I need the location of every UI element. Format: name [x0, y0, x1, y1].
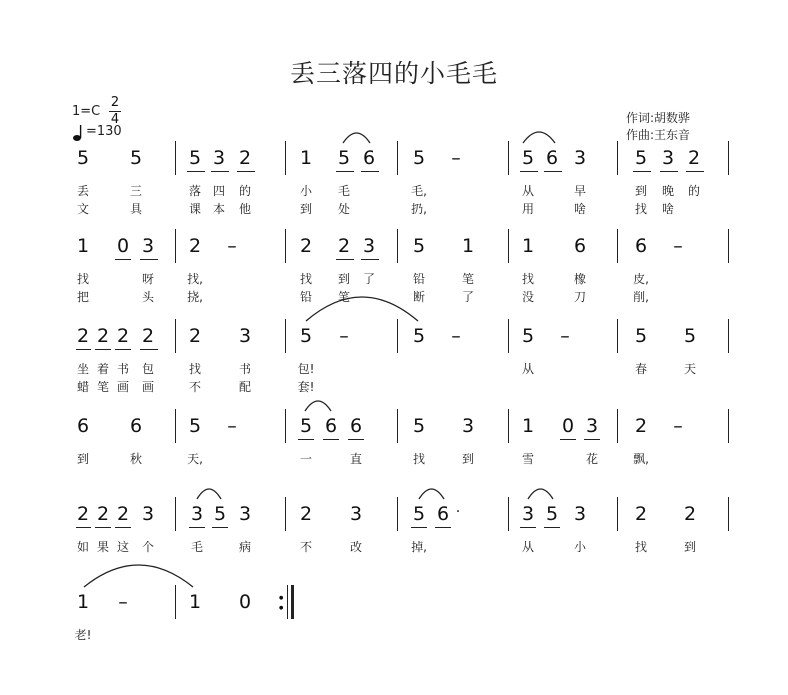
note: 5: [412, 235, 426, 257]
note: –: [560, 325, 570, 347]
note: 1: [521, 235, 535, 257]
lyric-syllable: 着: [96, 362, 109, 376]
note: 5: [521, 325, 535, 347]
note: 5: [521, 147, 535, 169]
note: 2: [76, 503, 90, 525]
lyric-syllable: 飘,: [633, 452, 649, 466]
note: 3: [238, 503, 252, 525]
lyric-syllable: 找: [634, 540, 647, 554]
lyric-syllable: 皮,: [633, 272, 649, 286]
note: 6: [76, 415, 90, 437]
note: 5: [299, 325, 313, 347]
lyric-syllable: 找,: [187, 272, 203, 286]
note: 5: [299, 415, 313, 437]
lyric-syllable: 天: [683, 362, 696, 376]
note: –: [227, 415, 237, 437]
repeat-dots: ● ●: [279, 595, 284, 611]
lyric-syllable: 三: [129, 184, 142, 198]
note: 1: [461, 235, 475, 257]
lyric-syllable: 书: [238, 362, 251, 376]
dotted-note-dot: ·: [455, 504, 461, 520]
lyric-syllable: 小: [299, 184, 312, 198]
lyric-syllable: 从: [521, 540, 534, 554]
lyric-syllable: 笔: [461, 272, 474, 286]
lyric-syllable: 如: [76, 540, 89, 554]
note: 5: [683, 325, 697, 347]
lyric-syllable: 秋: [129, 452, 142, 466]
note: –: [673, 415, 683, 437]
note: 5: [412, 325, 426, 347]
lyric-syllable: 处: [337, 202, 350, 216]
lyric-syllable: 花: [585, 452, 598, 466]
note: 6: [545, 147, 559, 169]
note: 2: [116, 325, 130, 347]
lyric-syllable: 毛,: [411, 184, 427, 198]
lyric-syllable: 天,: [187, 452, 203, 466]
note: –: [339, 325, 349, 347]
note: 2: [687, 147, 701, 169]
note: 3: [141, 503, 155, 525]
note: 3: [190, 503, 204, 525]
lyric-syllable: 断: [412, 290, 425, 304]
lyric-syllable: 画: [116, 380, 129, 394]
lyric-syllable: 文: [76, 202, 89, 216]
note: 5: [213, 503, 227, 525]
note: 1: [299, 147, 313, 169]
lyric-syllable: 找: [412, 452, 425, 466]
song-title: 丢三落四的小毛毛: [289, 59, 498, 88]
note: 3: [573, 147, 587, 169]
lyricist-credit: 作词:胡数骅: [626, 111, 691, 125]
lyric-syllable: 改: [349, 540, 362, 554]
note: 3: [521, 503, 535, 525]
note: 0: [238, 591, 252, 613]
lyric-syllable: 到: [299, 202, 312, 216]
lyric-syllable: 套!: [297, 380, 315, 394]
lyric-syllable: 到: [337, 272, 350, 286]
note: 3: [661, 147, 675, 169]
lyric-syllable: 削,: [633, 290, 649, 304]
lyric-syllable: 丢: [76, 184, 89, 198]
lyric-syllable: 不: [188, 380, 201, 394]
note: 2: [141, 325, 155, 347]
lyric-syllable: 具: [129, 202, 142, 216]
lyric-syllable: 配: [238, 380, 251, 394]
lyric-syllable: 画: [141, 380, 154, 394]
note: 6: [324, 415, 338, 437]
time-signature-top: 2: [110, 95, 120, 110]
note: 2: [634, 503, 648, 525]
note: 3: [349, 503, 363, 525]
note: 5: [188, 415, 202, 437]
note: 3: [212, 147, 226, 169]
lyric-syllable: 雪: [521, 452, 534, 466]
composer-credit: 作曲:王东音: [626, 128, 691, 142]
lyric-syllable: 春: [634, 362, 647, 376]
note: –: [118, 591, 128, 613]
lyric-syllable: 头: [141, 290, 154, 304]
lyric-syllable: 晚: [661, 184, 674, 198]
lyric-syllable: 刀: [573, 290, 586, 304]
lyric-syllable: 找: [188, 362, 201, 376]
lyric-syllable: 从: [521, 184, 534, 198]
note: 5: [412, 147, 426, 169]
lyric-syllable: 扔,: [411, 202, 427, 216]
lyric-syllable: 四: [212, 184, 225, 198]
note: 0: [116, 235, 130, 257]
note: 5: [412, 503, 426, 525]
note: –: [451, 325, 461, 347]
lyric-syllable: 没: [521, 290, 534, 304]
lyric-syllable: 包!: [297, 362, 315, 376]
lyric-syllable: 铅: [299, 290, 312, 304]
note: 2: [188, 325, 202, 347]
note: 5: [76, 147, 90, 169]
lyric-syllable: 把: [76, 290, 89, 304]
lyric-syllable: 笔: [96, 380, 109, 394]
note: 2: [634, 415, 648, 437]
lyric-syllable: 找: [76, 272, 89, 286]
lyric-syllable: 落: [188, 184, 201, 198]
note: 6: [349, 415, 363, 437]
lyric-syllable: 找: [521, 272, 534, 286]
lyric-syllable: 挠,: [187, 290, 203, 304]
note: 3: [573, 503, 587, 525]
note: 2: [238, 147, 252, 169]
note: 5: [634, 147, 648, 169]
note: 3: [362, 235, 376, 257]
note: 2: [299, 503, 313, 525]
lyric-syllable: 用: [521, 202, 534, 216]
note: 6: [573, 235, 587, 257]
lyric-syllable: 包: [141, 362, 154, 376]
lyric-syllable: 啥: [661, 202, 674, 216]
lyric-syllable: 小: [573, 540, 586, 554]
note: 5: [129, 147, 143, 169]
note: –: [451, 147, 461, 169]
note: 5: [412, 415, 426, 437]
note: 1: [188, 591, 202, 613]
slur: [84, 565, 193, 587]
lyric-syllable: 早: [573, 184, 586, 198]
key-signature: 1=C: [72, 104, 101, 119]
lyric-syllable: 个: [141, 540, 154, 554]
lyric-syllable: 本: [212, 202, 225, 216]
lyric-syllable: 找: [634, 202, 647, 216]
note: 3: [238, 325, 252, 347]
lyric-syllable: 了: [461, 290, 474, 304]
note: 5: [545, 503, 559, 525]
lyric-syllable: 到: [461, 452, 474, 466]
lyric-syllable: 到: [683, 540, 696, 554]
note: 5: [337, 147, 351, 169]
note: 6: [634, 235, 648, 257]
lyric-syllable: 呀: [141, 272, 154, 286]
note: 2: [683, 503, 697, 525]
note: 3: [141, 235, 155, 257]
note: 3: [461, 415, 475, 437]
note: 2: [188, 235, 202, 257]
lyric-syllable: 不: [299, 540, 312, 554]
lyric-syllable: 了: [362, 272, 375, 286]
lyric-syllable: 到: [634, 184, 647, 198]
lyric-syllable: 的: [687, 184, 700, 198]
lyric-syllable: 果: [96, 540, 109, 554]
tempo-marking: =130: [86, 124, 122, 139]
lyric-syllable: 直: [349, 452, 362, 466]
lyric-syllable: 蜡: [76, 380, 89, 394]
lyric-syllable: 啥: [573, 202, 586, 216]
note: 2: [96, 503, 110, 525]
note: 2: [76, 325, 90, 347]
note: 5: [188, 147, 202, 169]
lyric-syllable: 铅: [412, 272, 425, 286]
note: 5: [634, 325, 648, 347]
note: 1: [76, 235, 90, 257]
lyric-syllable: 他: [238, 202, 251, 216]
lyric-syllable: 这: [116, 540, 129, 554]
lyric-syllable: 掉,: [411, 540, 427, 554]
lyric-syllable: 毛: [190, 540, 203, 554]
lyric-syllable: 从: [521, 362, 534, 376]
note: 6: [129, 415, 143, 437]
lyric-syllable: 一: [299, 452, 312, 466]
note: 6: [362, 147, 376, 169]
lyric-syllable: 的: [238, 184, 251, 198]
lyric-syllable: 笔: [337, 290, 350, 304]
lyric-syllable: 坐: [76, 362, 89, 376]
lyric-syllable: 到: [76, 452, 89, 466]
note: –: [673, 235, 683, 257]
note: 3: [585, 415, 599, 437]
note: 2: [299, 235, 313, 257]
note: –: [227, 235, 237, 257]
note: 0: [561, 415, 575, 437]
time-signature-bottom: 4: [110, 112, 120, 127]
lyric-syllable: 病: [238, 540, 251, 554]
note: 6: [436, 503, 450, 525]
lyric-syllable: 找: [299, 272, 312, 286]
note: 2: [116, 503, 130, 525]
lyric-syllable: 毛: [337, 184, 350, 198]
lyric-syllable: 课: [188, 202, 201, 216]
note: 2: [337, 235, 351, 257]
note: 1: [76, 591, 90, 613]
note: 1: [521, 415, 535, 437]
note: 2: [96, 325, 110, 347]
lyric-syllable: 老!: [74, 628, 92, 642]
lyric-syllable: 橡: [573, 272, 586, 286]
lyric-syllable: 书: [116, 362, 129, 376]
